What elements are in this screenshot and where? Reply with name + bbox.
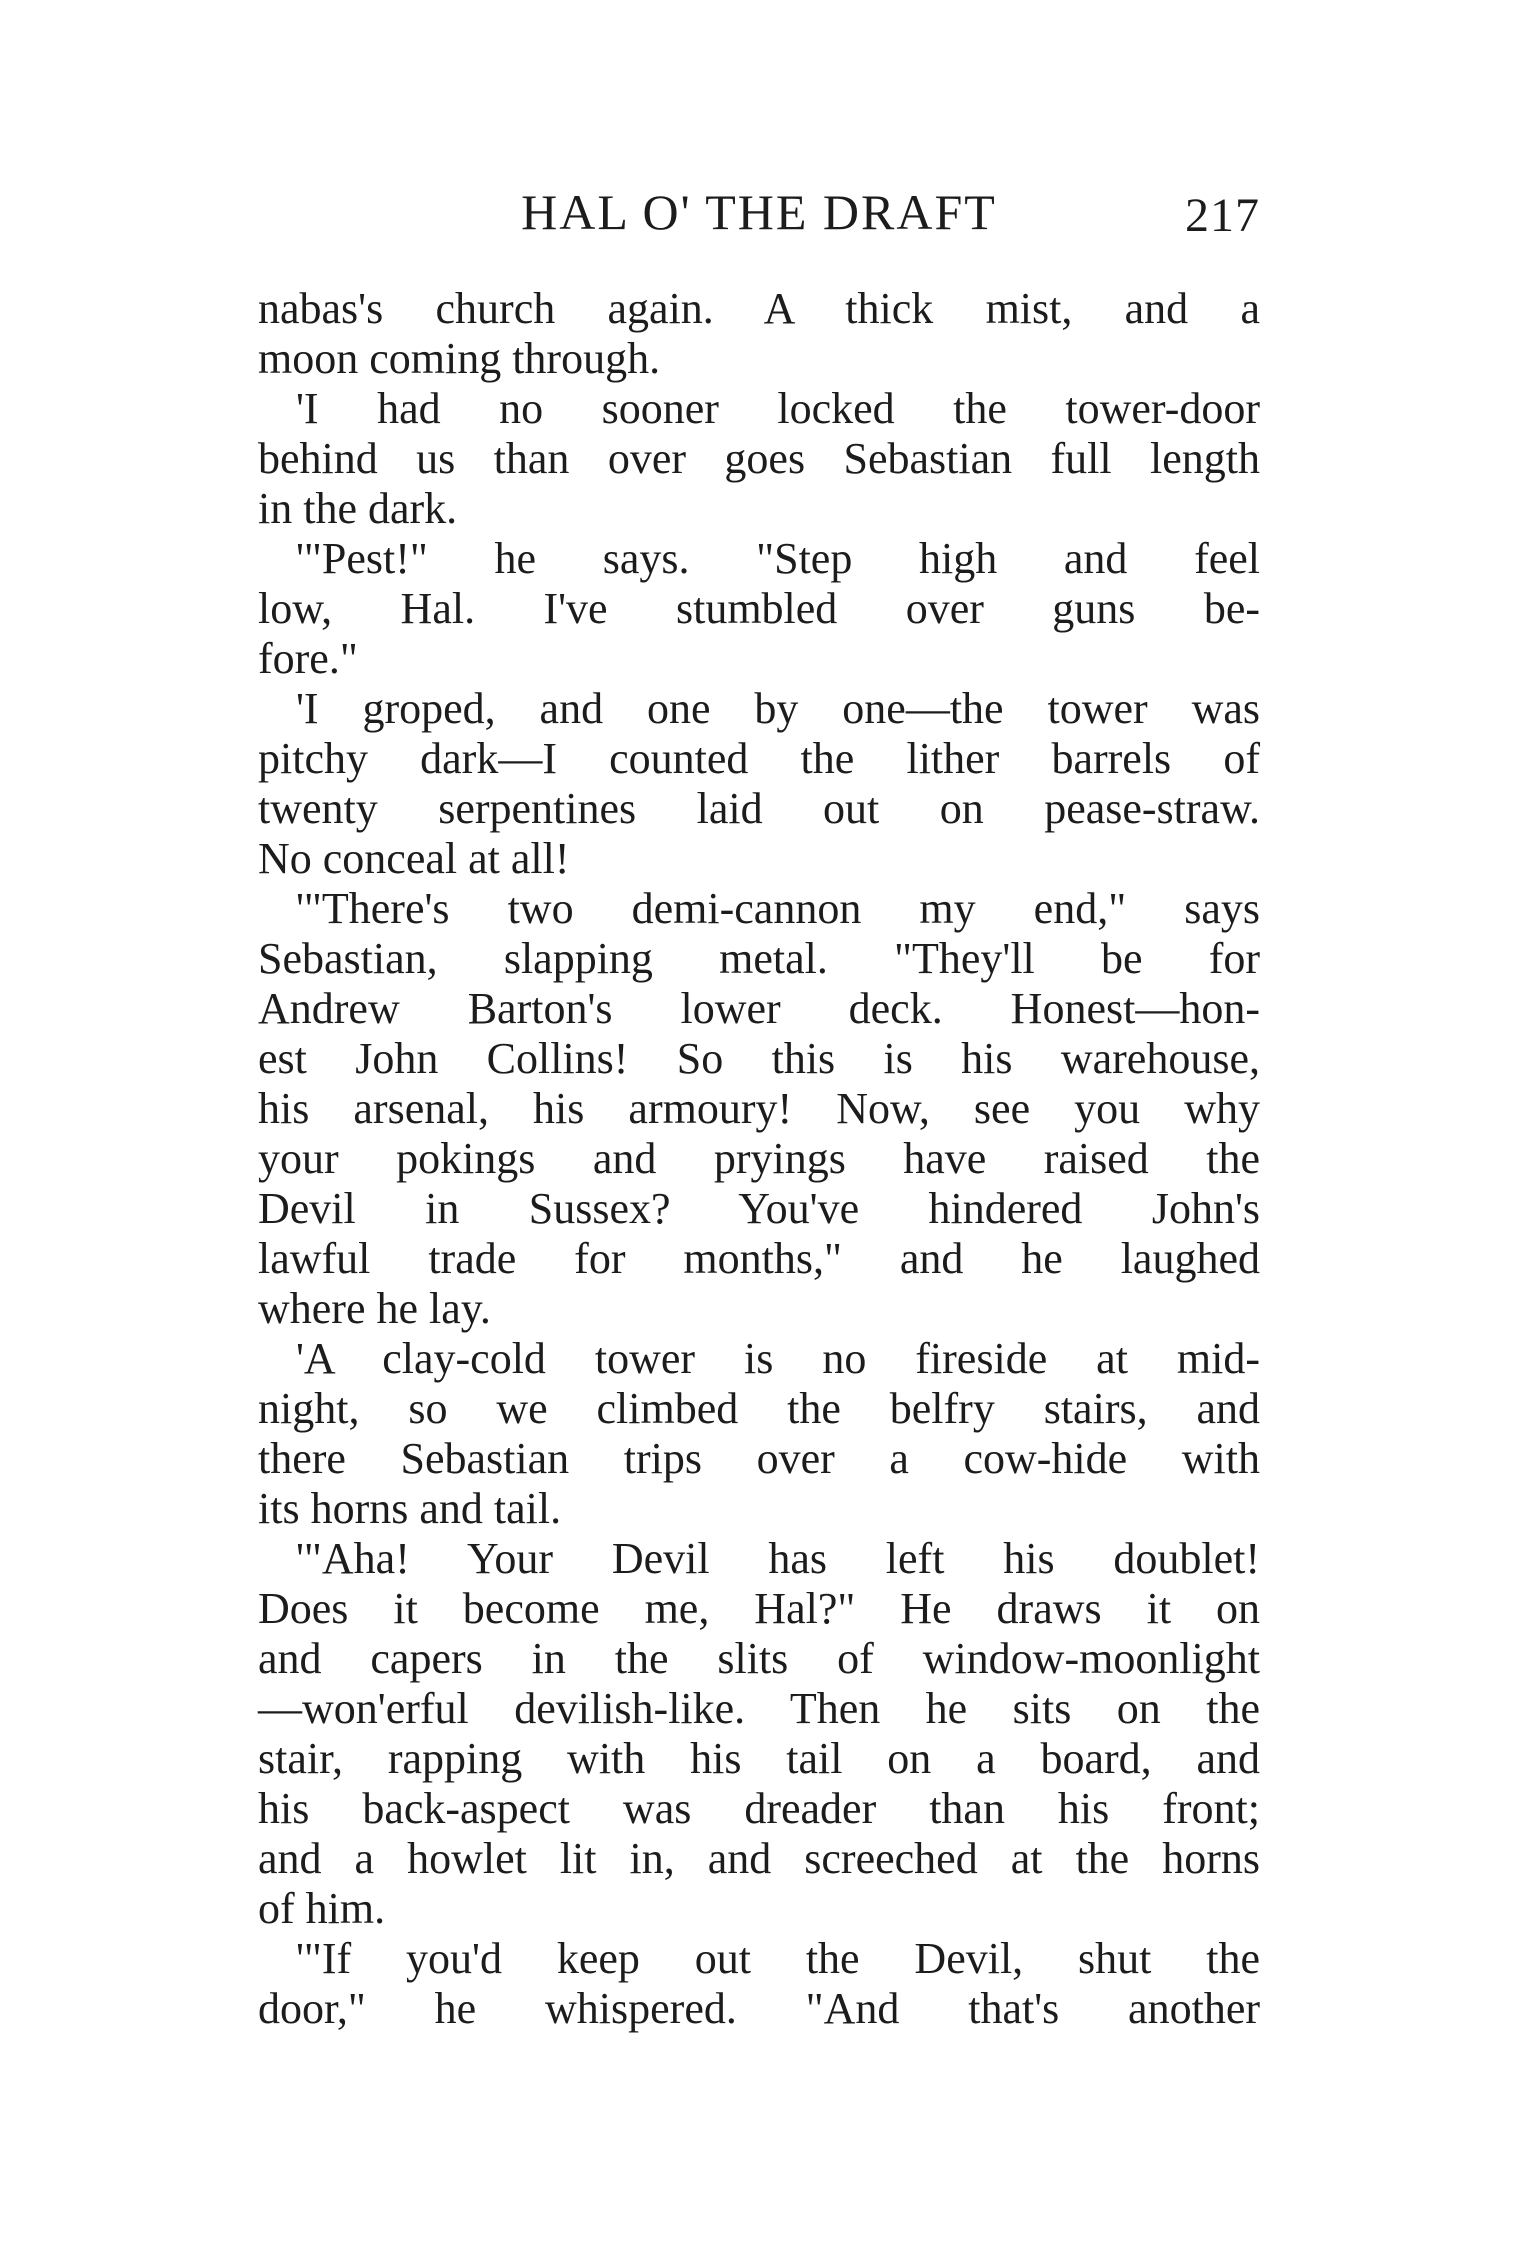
page-number: 217 bbox=[1185, 189, 1260, 242]
running-title: HAL O' THE DRAFT bbox=[521, 184, 997, 240]
body-text bbox=[258, 284, 1260, 2034]
text-line: there Sebastian trips over a cow-hide with bbox=[258, 1434, 1260, 1483]
text-line: '"Pest!" he says. "Step high and feel bbox=[296, 534, 1260, 583]
text-line: 'A clay-cold tower is no fireside at mid- bbox=[296, 1334, 1260, 1383]
text-line: '"Aha! Your Devil has left his doublet! bbox=[296, 1534, 1260, 1583]
text-line: moon coming through. bbox=[258, 334, 661, 383]
text-line: lawful trade for months," and he laughed bbox=[258, 1234, 1260, 1283]
text-line: 'I had no sooner locked the tower-door bbox=[296, 384, 1260, 433]
text-line: his back-aspect was dreader than his front; bbox=[258, 1784, 1260, 1833]
text-line: where he lay. bbox=[258, 1284, 491, 1333]
text-line: night, so we climbed the belfry stairs, and bbox=[258, 1384, 1260, 1433]
text-line: Does it become me, Hal?" He draws it on bbox=[258, 1584, 1260, 1633]
text-line: est John Collins! So this is his warehouse, bbox=[258, 1034, 1260, 1083]
text-line: fore." bbox=[258, 634, 358, 683]
text-line: and a howlet lit in, and screeched at the horns bbox=[258, 1834, 1260, 1883]
text-line: Devil in Sussex? You've hindered John's bbox=[258, 1184, 1260, 1233]
text-line: No conceal at all! bbox=[258, 834, 570, 883]
text-line: stair, rapping with his tail on a board, and bbox=[258, 1734, 1260, 1783]
text-line: your pokings and pryings have raised the bbox=[258, 1134, 1260, 1183]
text-line: Sebastian, slapping metal. "They'll be for bbox=[258, 934, 1260, 983]
text-line: '"There's two demi-cannon my end," says bbox=[296, 884, 1260, 933]
text-line: twenty serpentines laid out on pease-straw. bbox=[258, 784, 1260, 833]
text-line: its horns and tail. bbox=[258, 1484, 562, 1533]
text-line: pitchy dark—I counted the lither barrels of bbox=[258, 734, 1260, 783]
running-head bbox=[258, 182, 1260, 242]
text-line: of him. bbox=[258, 1884, 386, 1933]
text-line: 'I groped, and one by one—the tower was bbox=[296, 684, 1260, 733]
text-line: Andrew Barton's lower deck. Honest—hon- bbox=[258, 984, 1260, 1033]
text-line: nabas's church again. A thick mist, and a bbox=[258, 284, 1260, 333]
text-line: and capers in the slits of window-moonlight bbox=[258, 1634, 1260, 1683]
text-line: '"If you'd keep out the Devil, shut the bbox=[296, 1934, 1260, 1983]
text-line: behind us than over goes Sebastian full length bbox=[258, 434, 1260, 483]
text-line: door," he whispered. "And that's another bbox=[258, 1984, 1260, 2033]
text-line: low, Hal. I've stumbled over guns be- bbox=[258, 584, 1260, 633]
text-line: —won'erful devilish-like. Then he sits on the bbox=[258, 1684, 1260, 1733]
text-line: his arsenal, his armoury! Now, see you why bbox=[258, 1084, 1260, 1133]
text-line: in the dark. bbox=[258, 484, 458, 533]
